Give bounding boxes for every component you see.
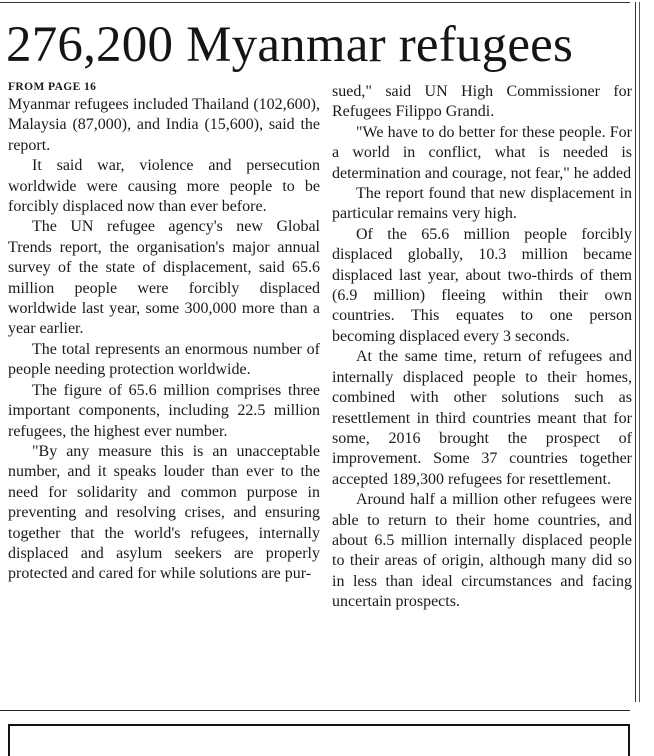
right-border-rule-inner [639,2,640,702]
paragraph: The total represents an enormous number of people needing protection worldwide. [8,340,320,379]
paragraph: Of the 65.6 million people forcibly displaced globally, 10.3 million became displaced last year, about two-thirds of them (6.9 million) fleeing within their own countries. This equates to one person becoming displaced every 3 seconds. [332,225,632,345]
paragraph: It said war, violence and persecution worldwide were causing more people to be forcibly displaced now than ever before. [8,157,320,216]
kicker: FROM PAGE 16 [8,81,97,93]
paragraph: The report found that new displacement in particular remains very high. [332,185,632,223]
paragraph: Around half a million other refugees were able to return to their home countries, and about 6.5 million internally displaced people to their areas of origin, although many did so in less than ideal circumstances and facing uncertain prospects. [332,491,632,611]
paragraph: The UN refugee agency's new Global Trends report, the organisation's major annual survey of the state of displacement, said 65.6 million people were forcibly displaced worldwide last year, some 300,000 more than a year earlier. [8,218,320,338]
top-rule [0,2,630,3]
left-column [8,80,320,585]
paragraph: The figure of 65.6 million comprises three important components, including 22.5 million refugees, the highest ever number. [8,381,320,440]
headline: 276,200 Myanmar refugees [6,17,574,73]
paragraph: "We have to do better for these people. For a world in conflict, what is needed is determination and courage, not fear," he added [332,123,632,182]
paragraph: sued," said UN High Commissioner for Refugees Filippo Grandi. [332,83,632,121]
paragraph: At the same time, return of refugees and internally displaced people to their homes, combined with other solutions such as resettlement in third countries meant that for some, 2016 brought the prospect of improvement. Some 37 countries together accepted 189,300 refugees for resettlement. [332,348,632,488]
paragraph: Myanmar refugees included Thailand (102,600), Malaysia (87,000), and India (15,600), said the report. [8,96,320,154]
paragraph: "By any measure this is an unacceptable number, and it speaks louder than ever to the need for solidarity and common purpose in preventing and resolving crises, and ensuring together that the world's refugees, internally displaced and asylum seekers are properly protected and cared for while solutions are pur- [8,442,320,583]
next-article-box [8,724,630,756]
right-column [332,82,632,613]
right-border-rule [635,2,636,702]
